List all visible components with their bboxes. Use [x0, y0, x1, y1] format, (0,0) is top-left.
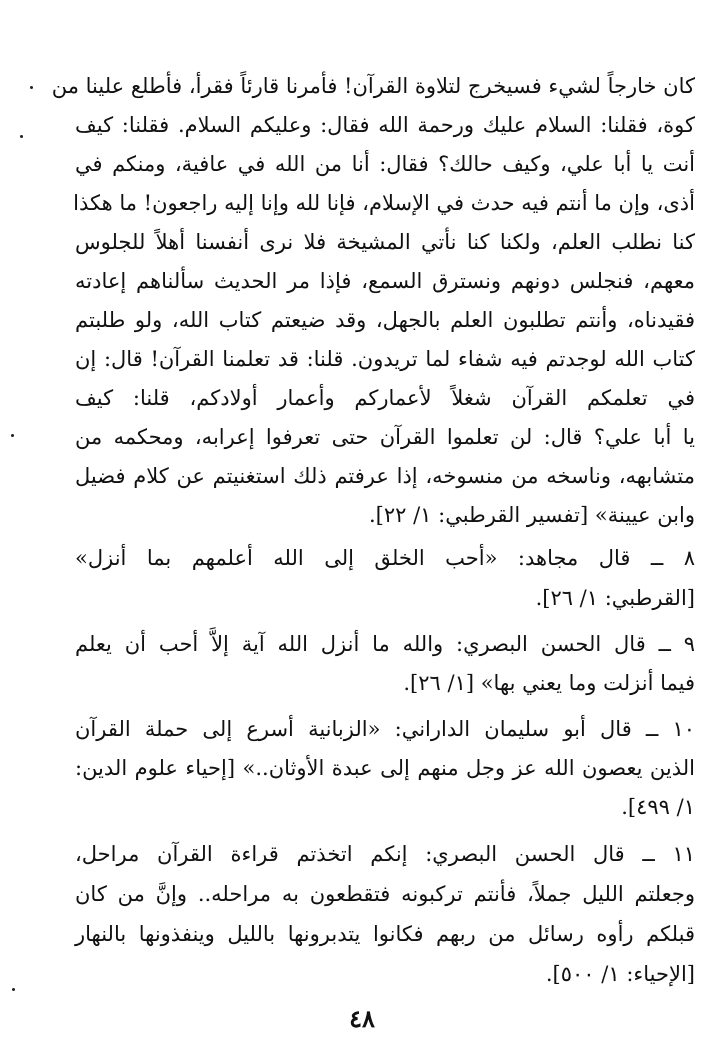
text-line: كوة، فقلنا: السلام عليك ورحمة الله فقال: وعليكم السلام. فقلنا: كيف	[75, 113, 695, 137]
scan-mark	[30, 86, 33, 89]
scan-mark	[11, 434, 14, 437]
text-line: وجعلتم الليل جملاً، فأنتم تركبونه فتقطعون به مراحله.. وإنَّ من كان	[75, 882, 695, 906]
text-line: فيما أنزلت وما يعني بها» [١/ ٢٦].	[403, 671, 695, 695]
text-line: [القرطبي: ١/ ٢٦].	[535, 586, 695, 610]
text-line: فقيدناه، وأنتم تطلبون العلم بالجهل، وقد ضيعتم كتاب الله، ولو طلبتم	[75, 308, 695, 332]
text-line: كان خارجاً لشيء فسيخرج لتلاوة القرآن! فأمرنا قارئاً فقرأ، فأطلع علينا من	[51, 74, 695, 98]
text-line: ١/ ٤٩٩].	[621, 795, 695, 819]
text-line: يا أبا علي؟ قال: لن تعلموا القرآن حتى تعرفوا إعرابه، ومحكمه من	[75, 425, 695, 449]
text-line: في تعلمكم القرآن شغلاً لأعماركم وأعمار أولادكم، قلنا: كيف	[75, 386, 695, 410]
text-line: أنت يا أبا علي، وكيف حالك؟ فقال: أنا من الله في عافية، ومنكم في	[75, 152, 695, 176]
text-line: [الإحياء: ١/ ٥٠٠].	[545, 962, 695, 986]
text-line: متشابهه، وناسخه من منسوخه، إذا عرفتم ذلك استغنيتم عن كلام فضيل	[75, 464, 695, 488]
text-line: الذين يعصون الله عز وجل منهم إلى عبدة الأوثان..» [إحياء علوم الدين:	[75, 756, 695, 780]
text-line: ١٠ ــ قال أبو سليمان الداراني: «الزبانية أسرع إلى حملة القرآن	[75, 717, 695, 741]
page-number: ٤٨	[349, 1004, 375, 1033]
text-line: ٩ ــ قال الحسن البصري: والله ما أنزل الله آية إلاَّ أحب أن يعلم	[75, 632, 695, 656]
text-line: معهم، فنجلس دونهم ونسترق السمع، فإذا مر الحديث سألناهم إعادته	[75, 269, 695, 293]
scan-mark	[12, 988, 15, 991]
scan-mark	[20, 135, 23, 138]
text-line: وابن عيينة» [تفسير القرطبي: ١/ ٢٢].	[368, 503, 695, 527]
text-line: ٨ ــ قال مجاهد: «أحب الخلق إلى الله أعلمهم بما أنزل»	[75, 546, 695, 570]
text-line: ١١ ــ قال الحسن البصري: إنكم اتخذتم قراءة القرآن مراحل،	[75, 842, 695, 866]
text-line: أذى، وإن ما أنتم فيه حدث في الإسلام، فإنا لله وإنا إليه راجعون! ما هكذا	[73, 191, 695, 215]
text-line: قبلكم رأوه رسائل من ربهم فكانوا يتدبرونها بالليل وينفذونها بالنهار	[75, 922, 695, 946]
text-line: كتاب الله لوجدتم فيه شفاء لما تريدون. قلنا: قد تعلمنا القرآن! قال: إن	[75, 347, 695, 371]
text-line: كنا نطلب العلم، ولكنا كنا نأتي المشيخة فلا نرى أنفسنا أهلاً للجلوس	[75, 230, 695, 254]
